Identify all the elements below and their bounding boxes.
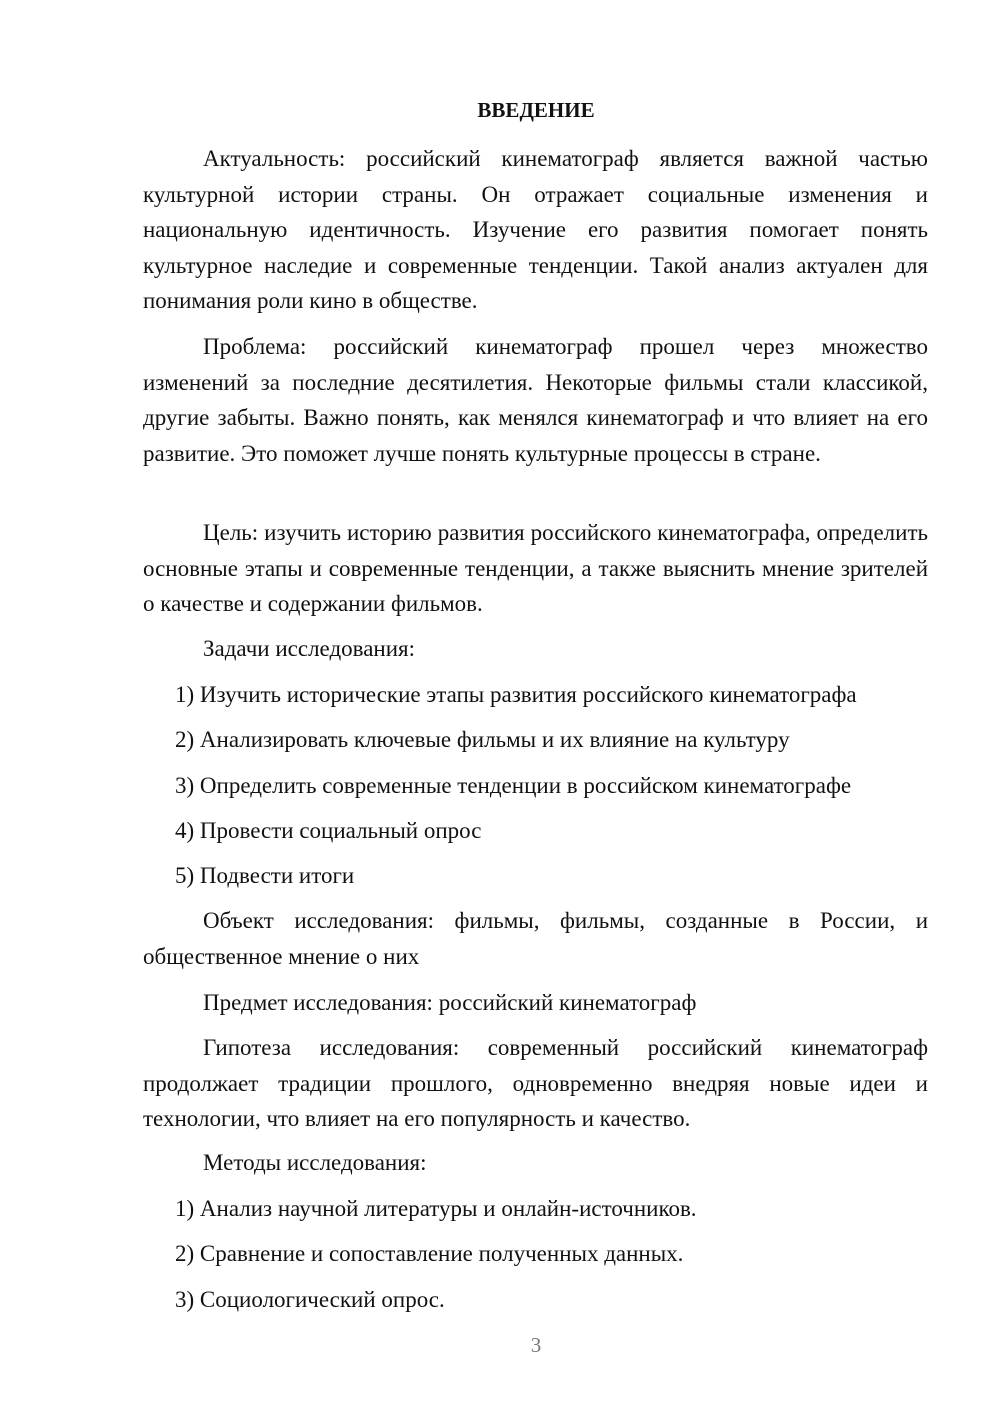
goal-paragraph: Цель: изучить историю развития российского кинематографа, определить основные этапы и современные тенденции, а также выяснить мнение зрителей о качестве и содержании фильмов. xyxy=(143,520,928,616)
hypothesis-paragraph: Гипотеза исследования: современный российский кинематограф продолжает традиции прошлого, одновременно внедряя новые идеи и технологии, что влияет на его популярность и качество. xyxy=(143,1035,928,1131)
method-item: 2) Сравнение и сопоставление полученных данных. xyxy=(175,1241,684,1266)
object-paragraph: Объект исследования: фильмы, фильмы, созданные в России, и общественное мнение о них xyxy=(143,908,928,969)
task-item: 4) Провести социальный опрос xyxy=(175,818,482,843)
task-item: 3) Определить современные тенденции в российском кинематографе xyxy=(175,773,852,798)
actuality-paragraph: Актуальность: российский кинематограф является важной частью культурной истории страны. Он отражает социальные изменения и национальную идентичность. Изучение его развития помогает понять культурное наследие и современные тенденции. Такой анализ актуален для понимания роли кино в обществе. xyxy=(143,146,928,313)
subject-paragraph: Предмет исследования: российский кинематограф xyxy=(203,990,697,1015)
methods-heading: Методы исследования: xyxy=(203,1150,427,1175)
task-item: 5) Подвести итоги xyxy=(175,863,355,888)
problem-paragraph: Проблема: российский кинематограф прошел через множество изменений за последние десятилетия. Некоторые фильмы стали классикой, другие забыты. Важно понять, как менялся кинематограф и что влияет на его развитие. Это поможет лучше понять культурные процессы в стране. xyxy=(143,334,928,466)
page-number: 3 xyxy=(530,1333,542,1357)
task-item: 1) Изучить исторические этапы развития российского кинематографа xyxy=(175,682,857,707)
method-item: 1) Анализ научной литературы и онлайн-источников. xyxy=(175,1196,697,1221)
method-item: 3) Социологический опрос. xyxy=(175,1287,445,1312)
tasks-heading: Задачи исследования: xyxy=(203,636,416,661)
task-item: 2) Анализировать ключевые фильмы и их влияние на культуру xyxy=(175,727,790,752)
section-title: ВВЕДЕНИЕ xyxy=(477,98,595,122)
